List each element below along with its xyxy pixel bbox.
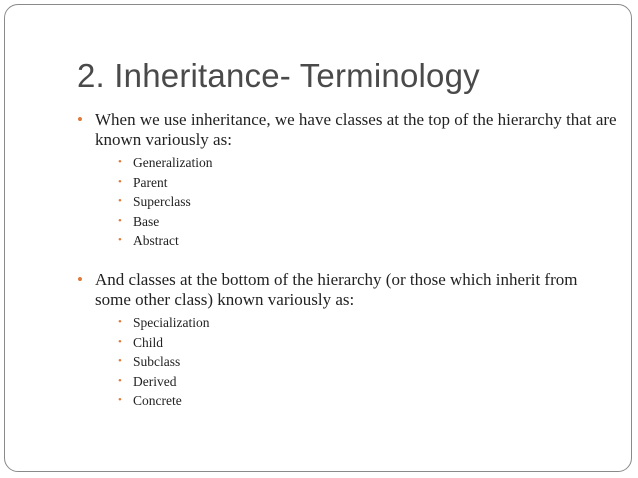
bullet-dot-icon: •: [77, 110, 83, 129]
sub-bullet-dot-icon: •: [118, 234, 122, 246]
list-item: [77, 192, 617, 212]
bullet-text: And classes at the bottom of the hierarchy (or those which inherit from some other class) known variously as:: [95, 270, 578, 309]
sub-bullet-dot-icon: •: [118, 156, 122, 168]
list-item-label: Child: [133, 334, 164, 350]
list-item-label: Concrete: [133, 393, 182, 408]
list-item: [77, 173, 617, 193]
bullet-group-superclass: [77, 110, 617, 251]
sub-bullet-dot-icon: •: [118, 394, 122, 406]
list-item-label: Specialization: [133, 315, 210, 330]
bullet-item: [77, 270, 617, 310]
sub-list: [77, 153, 617, 251]
list-item: [77, 352, 617, 372]
slide-frame: [4, 4, 632, 472]
sub-bullet-dot-icon: •: [118, 195, 122, 207]
list-item: [77, 391, 617, 411]
list-item-label: Parent: [133, 174, 168, 190]
bullet-group-subclass: [77, 270, 617, 411]
list-item-label: Generalization: [133, 155, 213, 170]
bullet-dot-icon: •: [77, 270, 83, 289]
sub-bullet-dot-icon: •: [118, 335, 122, 348]
list-item: [77, 372, 617, 392]
sub-bullet-dot-icon: •: [118, 214, 122, 227]
bullet-item: [77, 110, 617, 150]
list-item: [77, 212, 617, 232]
list-item: [77, 313, 617, 333]
list-item-label: Subclass: [133, 354, 181, 369]
list-item: [77, 231, 617, 251]
sub-bullet-dot-icon: •: [118, 175, 122, 188]
sub-list: [77, 313, 617, 411]
sub-bullet-dot-icon: •: [118, 316, 122, 328]
list-item-label: Abstract: [133, 233, 179, 248]
sub-bullet-dot-icon: •: [118, 355, 122, 367]
list-item-label: Base: [133, 213, 160, 229]
slide-title: 2. Inheritance- Terminology: [77, 57, 480, 94]
list-item: [77, 153, 617, 173]
list-item: [77, 333, 617, 353]
list-item-label: Derived: [133, 373, 177, 389]
list-item-label: Superclass: [133, 194, 191, 209]
sub-bullet-dot-icon: •: [118, 374, 122, 387]
bullet-text: When we use inheritance, we have classes at the top of the hierarchy that are known variously as:: [95, 110, 617, 149]
